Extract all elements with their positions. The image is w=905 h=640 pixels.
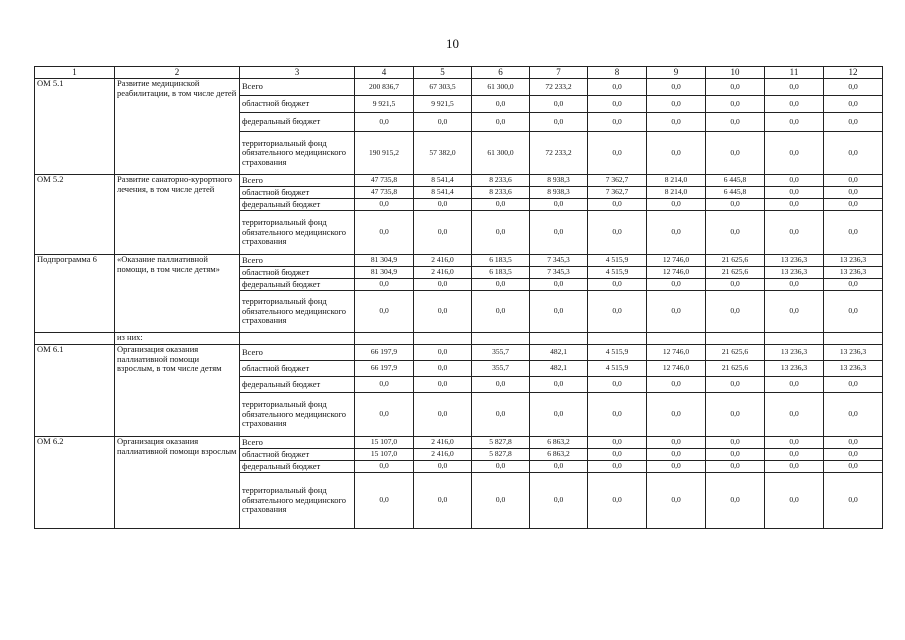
amount-cell: 7 345,3 [530,267,588,279]
amount-cell: 0,0 [414,199,472,211]
amount-cell: 0,0 [355,113,414,132]
amount-cell: 0,0 [647,96,706,113]
amount-cell: 0,0 [414,461,472,473]
amount-cell: 12 746,0 [647,255,706,267]
table-row [35,345,883,361]
amount-cell: 7 362,7 [588,187,647,199]
amount-cell: 0,0 [824,79,883,96]
amount-cell: 0,0 [647,199,706,211]
program-code: ОМ 5.2 [35,175,115,255]
amount-cell: 0,0 [530,96,588,113]
amount-cell: 61 300,0 [472,79,530,96]
amount-cell: 8 214,0 [647,175,706,187]
column-header: 10 [706,67,765,79]
amount-cell: 0,0 [530,461,588,473]
amount-cell: 67 303,5 [414,79,472,96]
amount-cell: 0,0 [647,113,706,132]
amount-cell: 2 416,0 [414,255,472,267]
amount-cell: 0,0 [588,211,647,255]
amount-cell: 66 197,9 [355,345,414,361]
amount-cell: 0,0 [647,79,706,96]
amount-cell: 7 362,7 [588,175,647,187]
amount-cell: 0,0 [414,211,472,255]
amount-cell: 0,0 [765,132,824,175]
funding-source: федеральный бюджет [240,461,355,473]
amount-cell: 0,0 [706,473,765,529]
amount-cell: 0,0 [530,393,588,437]
table-row [35,79,883,96]
amount-cell: 6 445,8 [706,175,765,187]
amount-cell: 13 236,3 [824,345,883,361]
amount-cell: 0,0 [765,113,824,132]
amount-cell: 81 304,9 [355,267,414,279]
amount-cell: 0,0 [824,461,883,473]
funding-source: Всего [240,255,355,267]
funding-source: областной бюджет [240,361,355,377]
amount-cell: 9 921,5 [414,96,472,113]
amount-cell: 0,0 [647,291,706,333]
column-header: 1 [35,67,115,79]
funding-source: территориальный фонд обязательного медицинского страхования [240,393,355,437]
table-row [35,175,883,187]
amount-cell: 15 107,0 [355,437,414,449]
amount-cell: 0,0 [414,345,472,361]
amount-cell: 13 236,3 [765,361,824,377]
amount-cell: 13 236,3 [765,345,824,361]
amount-cell: 0,0 [765,79,824,96]
amount-cell: 0,0 [765,473,824,529]
amount-cell: 81 304,9 [355,255,414,267]
amount-cell: 0,0 [706,437,765,449]
program-name: Развитие санаторно-курортного лечения, в том числе детей [115,175,240,255]
amount-cell: 0,0 [824,175,883,187]
amount-cell: 0,0 [765,377,824,393]
amount-cell: 0,0 [765,461,824,473]
amount-cell: 12 746,0 [647,267,706,279]
amount-cell: 0,0 [472,393,530,437]
amount-cell: 0,0 [530,473,588,529]
amount-cell: 0,0 [588,473,647,529]
amount-cell: 6 863,2 [530,449,588,461]
amount-cell: 0,0 [706,96,765,113]
empty-cell [588,333,647,345]
amount-cell: 0,0 [706,377,765,393]
amount-cell: 0,0 [647,473,706,529]
amount-cell: 0,0 [765,291,824,333]
amount-cell: 0,0 [530,211,588,255]
amount-cell: 5 827,8 [472,437,530,449]
column-header: 11 [765,67,824,79]
amount-cell: 13 236,3 [765,255,824,267]
amount-cell: 15 107,0 [355,449,414,461]
column-header: 2 [115,67,240,79]
amount-cell: 0,0 [824,291,883,333]
amount-cell: 355,7 [472,361,530,377]
amount-cell: 0,0 [588,461,647,473]
amount-cell: 0,0 [706,211,765,255]
amount-cell: 0,0 [824,393,883,437]
amount-cell: 21 625,6 [706,361,765,377]
amount-cell: 0,0 [647,279,706,291]
empty-cell [472,333,530,345]
amount-cell: 8 233,6 [472,175,530,187]
amount-cell: 0,0 [765,437,824,449]
amount-cell: 0,0 [765,199,824,211]
column-header: 4 [355,67,414,79]
amount-cell: 0,0 [824,437,883,449]
amount-cell: 0,0 [706,113,765,132]
funding-source: Всего [240,79,355,96]
amount-cell: 0,0 [472,461,530,473]
amount-cell: 0,0 [706,79,765,96]
funding-source: территориальный фонд обязательного медицинского страхования [240,473,355,529]
program-name: «Оказание паллиативной помощи, в том числе детям» [115,255,240,333]
amount-cell: 482,1 [530,345,588,361]
amount-cell: 0,0 [765,187,824,199]
amount-cell: 0,0 [647,437,706,449]
funding-source: федеральный бюджет [240,279,355,291]
amount-cell: 0,0 [414,473,472,529]
amount-cell: 8 938,3 [530,175,588,187]
table-row [35,437,883,449]
empty-cell [706,333,765,345]
amount-cell: 7 345,3 [530,255,588,267]
amount-cell: 0,0 [588,96,647,113]
amount-cell: 8 541,4 [414,187,472,199]
amount-cell: 0,0 [472,211,530,255]
amount-cell: 0,0 [472,377,530,393]
amount-cell: 0,0 [824,211,883,255]
column-header: 6 [472,67,530,79]
funding-source: областной бюджет [240,96,355,113]
amount-cell: 0,0 [530,199,588,211]
amount-cell: 0,0 [706,132,765,175]
amount-cell: 0,0 [530,113,588,132]
amount-cell: 8 938,3 [530,187,588,199]
amount-cell: 355,7 [472,345,530,361]
amount-cell: 2 416,0 [414,267,472,279]
empty-cell [35,333,115,345]
amount-cell: 0,0 [414,113,472,132]
table-row [35,255,883,267]
amount-cell: 4 515,9 [588,267,647,279]
amount-cell: 0,0 [706,291,765,333]
empty-cell [355,333,414,345]
amount-cell: 4 515,9 [588,255,647,267]
amount-cell: 0,0 [588,437,647,449]
amount-cell: 0,0 [647,393,706,437]
program-name: Организация оказания паллиативной помощи взрослым [115,437,240,529]
program-code: ОМ 6.1 [35,345,115,437]
amount-cell: 0,0 [588,377,647,393]
funding-source: территориальный фонд обязательного медицинского страхования [240,211,355,255]
amount-cell: 4 515,9 [588,345,647,361]
funding-source: Всего [240,437,355,449]
amount-cell: 0,0 [824,132,883,175]
amount-cell: 0,0 [588,199,647,211]
funding-source: областной бюджет [240,187,355,199]
table-body [35,79,883,529]
column-header: 7 [530,67,588,79]
program-name: Организация оказания паллиативной помощи взрослым, в том числе детям [115,345,240,437]
amount-cell: 0,0 [588,291,647,333]
amount-cell: 0,0 [824,199,883,211]
amount-cell: 0,0 [355,473,414,529]
amount-cell: 6 183,5 [472,267,530,279]
amount-cell: 9 921,5 [355,96,414,113]
amount-cell: 0,0 [472,473,530,529]
amount-cell: 482,1 [530,361,588,377]
funding-source: областной бюджет [240,267,355,279]
amount-cell: 72 233,2 [530,132,588,175]
amount-cell: 0,0 [588,449,647,461]
amount-cell: 0,0 [706,461,765,473]
amount-cell: 0,0 [588,132,647,175]
amount-cell: 72 233,2 [530,79,588,96]
empty-cell [414,333,472,345]
program-code: ОМ 6.2 [35,437,115,529]
amount-cell: 4 515,9 [588,361,647,377]
amount-cell: 0,0 [824,377,883,393]
amount-cell: 0,0 [706,279,765,291]
amount-cell: 61 300,0 [472,132,530,175]
funding-source: федеральный бюджет [240,199,355,211]
amount-cell: 0,0 [414,393,472,437]
amount-cell: 12 746,0 [647,345,706,361]
amount-cell: 0,0 [355,199,414,211]
amount-cell: 190 915,2 [355,132,414,175]
amount-cell: 13 236,3 [824,267,883,279]
amount-cell: 12 746,0 [647,361,706,377]
amount-cell: 0,0 [414,279,472,291]
amount-cell: 0,0 [355,393,414,437]
amount-cell: 0,0 [472,279,530,291]
amount-cell: 0,0 [530,279,588,291]
funding-source: областной бюджет [240,449,355,461]
amount-cell: 0,0 [824,473,883,529]
amount-cell: 0,0 [355,461,414,473]
amount-cell: 0,0 [765,393,824,437]
amount-cell: 0,0 [355,279,414,291]
amount-cell: 0,0 [588,393,647,437]
amount-cell: 2 416,0 [414,437,472,449]
amount-cell: 0,0 [824,113,883,132]
funding-source: федеральный бюджет [240,377,355,393]
amount-cell: 6 183,5 [472,255,530,267]
table-row-subheading [35,333,883,345]
amount-cell: 0,0 [647,211,706,255]
amount-cell: 21 625,6 [706,255,765,267]
funding-source: федеральный бюджет [240,113,355,132]
amount-cell: 2 416,0 [414,449,472,461]
amount-cell: 6 863,2 [530,437,588,449]
funding-source: территориальный фонд обязательного медицинского страхования [240,291,355,333]
column-header: 9 [647,67,706,79]
amount-cell: 200 836,7 [355,79,414,96]
amount-cell: 0,0 [588,79,647,96]
amount-cell: 6 445,8 [706,187,765,199]
amount-cell: 66 197,9 [355,361,414,377]
amount-cell: 0,0 [414,377,472,393]
amount-cell: 0,0 [355,211,414,255]
amount-cell: 0,0 [355,291,414,333]
amount-cell: 0,0 [414,291,472,333]
column-header: 8 [588,67,647,79]
header-row [35,67,883,79]
amount-cell: 0,0 [824,449,883,461]
amount-cell: 13 236,3 [824,255,883,267]
amount-cell: 0,0 [472,96,530,113]
amount-cell: 0,0 [414,361,472,377]
amount-cell: 0,0 [472,291,530,333]
program-code: ОМ 5.1 [35,79,115,175]
amount-cell: 0,0 [647,377,706,393]
subheading-label: из них: [115,333,240,345]
funding-source: Всего [240,345,355,361]
amount-cell: 47 735,8 [355,187,414,199]
amount-cell: 0,0 [530,377,588,393]
amount-cell: 0,0 [588,279,647,291]
amount-cell: 5 827,8 [472,449,530,461]
amount-cell: 0,0 [530,291,588,333]
amount-cell: 0,0 [824,96,883,113]
amount-cell: 0,0 [765,211,824,255]
amount-cell: 47 735,8 [355,175,414,187]
amount-cell: 8 233,6 [472,187,530,199]
amount-cell: 8 541,4 [414,175,472,187]
amount-cell: 13 236,3 [824,361,883,377]
empty-cell [824,333,883,345]
amount-cell: 0,0 [647,461,706,473]
empty-cell [765,333,824,345]
funding-source: территориальный фонд обязательного медицинского страхования [240,132,355,175]
amount-cell: 0,0 [706,449,765,461]
column-header: 12 [824,67,883,79]
empty-cell [647,333,706,345]
budget-table [34,66,883,529]
amount-cell: 0,0 [647,449,706,461]
empty-cell [240,333,355,345]
amount-cell: 0,0 [588,113,647,132]
amount-cell: 13 236,3 [765,267,824,279]
program-name: Развитие медицинской реабилитации, в том числе детей [115,79,240,175]
amount-cell: 0,0 [706,199,765,211]
amount-cell: 0,0 [765,279,824,291]
amount-cell: 8 214,0 [647,187,706,199]
amount-cell: 57 382,0 [414,132,472,175]
amount-cell: 0,0 [824,187,883,199]
amount-cell: 0,0 [824,279,883,291]
program-code: Подпрограмма 6 [35,255,115,333]
amount-cell: 0,0 [472,199,530,211]
funding-source: Всего [240,175,355,187]
empty-cell [530,333,588,345]
amount-cell: 0,0 [647,132,706,175]
amount-cell: 0,0 [355,377,414,393]
column-header: 5 [414,67,472,79]
amount-cell: 0,0 [765,96,824,113]
amount-cell: 0,0 [472,113,530,132]
amount-cell: 21 625,6 [706,267,765,279]
page-number: 10 [446,36,459,51]
amount-cell: 0,0 [765,449,824,461]
amount-cell: 0,0 [765,175,824,187]
amount-cell: 21 625,6 [706,345,765,361]
column-header: 3 [240,67,355,79]
amount-cell: 0,0 [706,393,765,437]
